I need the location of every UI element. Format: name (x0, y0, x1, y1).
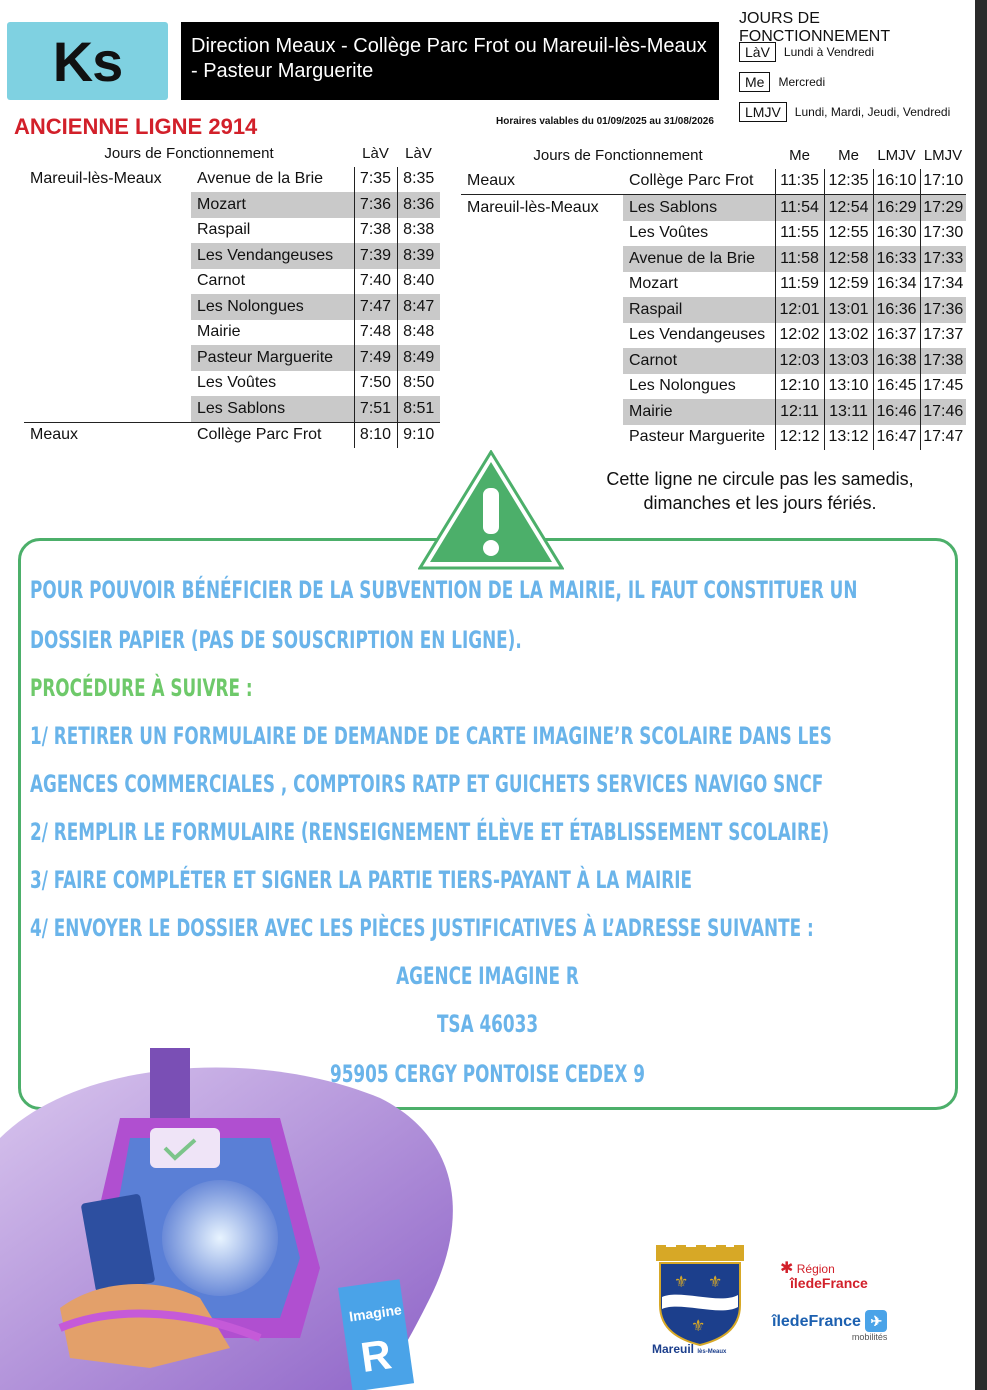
city-cell (24, 192, 191, 218)
line-badge: Ks (7, 22, 168, 100)
table-row (24, 167, 440, 193)
procedure-step: 2/ REMPLIR LE FORMULAIRE (RENSEIGNEMENT ÉLÈVE ET ÉTABLISSEMENT SCOLAIRE) (30, 818, 830, 846)
stop-cell: Les Vendangeuses (191, 243, 354, 269)
city-cell (24, 320, 191, 346)
col-header: Me (789, 147, 810, 165)
time-cell: 12:02 (775, 323, 824, 349)
table-row (24, 345, 440, 371)
city-cell (24, 345, 191, 371)
imagine-r-illustration (0, 1048, 470, 1390)
time-cell: 17:30 (920, 221, 966, 247)
person-icon: ✈ (865, 1310, 887, 1332)
col-header: LMJV (877, 147, 916, 165)
stop-cell: Mairie (197, 323, 241, 341)
stop-cell: Les Sablons (191, 396, 354, 422)
city-cell: Mareuil-lès-Meaux (30, 170, 162, 188)
table-row (461, 246, 966, 272)
svg-text:⚜: ⚜ (708, 1272, 723, 1291)
time-cell: 17:34 (920, 272, 966, 298)
address-line: 95905 CERGY PONTOISE CEDEX 9 (330, 1060, 645, 1088)
time-cell: 8:49 (397, 345, 440, 371)
time-cell: 13:10 (824, 374, 873, 400)
svg-text:R: R (357, 1330, 395, 1382)
time-cell: 12:55 (824, 221, 873, 247)
legend-item (739, 102, 950, 122)
stop-cell: Les Nolongues (191, 294, 354, 320)
stop-cell: Mozart (629, 275, 678, 293)
procedure-step: AGENCES COMMERCIALES , COMPTOIRS RATP ET GUICHETS SERVICES NAVIGO SNCF (30, 770, 824, 798)
time-cell: 12:54 (824, 195, 873, 221)
time-cell: 11:35 (775, 169, 824, 195)
imagine-label: Imagine (348, 1301, 403, 1325)
time-cell: 16:47 (873, 425, 920, 451)
stop-cell: Collège Parc Frot (629, 172, 754, 190)
time-cell: 13:11 (824, 399, 873, 425)
idfm-sub: mobilités (851, 1332, 888, 1342)
city-cell (24, 396, 191, 422)
time-cell: 17:38 (920, 348, 966, 374)
city-cell (461, 374, 623, 400)
time-cell: 12:03 (775, 348, 824, 374)
time-cell: 17:37 (920, 323, 966, 349)
table-row (461, 323, 966, 349)
table-row (461, 169, 966, 195)
city-cell (461, 399, 623, 425)
time-cell: 12:12 (775, 425, 824, 451)
stop-cell: Les Sablons (623, 195, 775, 221)
time-cell: 17:46 (920, 399, 966, 425)
table-row (24, 371, 440, 397)
time-cell: 7:50 (354, 371, 397, 397)
region-label: Région (796, 1262, 835, 1276)
timetable-right (461, 143, 966, 450)
table-header: Jours de Fonctionnement (104, 145, 274, 163)
svg-text:⚜: ⚜ (691, 1316, 706, 1335)
legend-code: LàV (739, 42, 776, 62)
legend-label: Lundi, Mardi, Jeudi, Vendredi (794, 105, 951, 119)
time-cell: 11:55 (775, 221, 824, 247)
time-cell: 16:30 (873, 221, 920, 247)
legend-label: Mercredi (778, 75, 826, 89)
time-cell: 8:10 (354, 422, 397, 448)
city-cell: Meaux (24, 422, 191, 448)
table-row (461, 374, 966, 400)
stop-cell: Pasteur Marguerite (191, 345, 354, 371)
city-cell (461, 425, 623, 451)
time-cell: 17:10 (920, 169, 966, 195)
table-row (24, 396, 440, 422)
legend-item (739, 72, 825, 92)
stop-cell: Carnot (623, 348, 775, 374)
stop-cell: Avenue de la Brie (197, 170, 324, 188)
time-cell: 12:35 (824, 169, 873, 195)
stop-cell: Avenue de la Brie (623, 246, 775, 272)
idfm-name: îledeFrance (772, 1313, 861, 1330)
procedure-intro: DOSSIER PAPIER (PAS DE SOUSCRIPTION EN LIGNE). (30, 626, 522, 654)
procedure-intro: POUR POUVOIR BÉNÉFICIER DE LA SUBVENTION DE LA MAIRIE, IL FAUT CONSTITUER UN (30, 576, 858, 604)
address-line: TSA 46033 (436, 1010, 539, 1038)
col-header: LàV (405, 145, 432, 163)
table-row (24, 294, 440, 320)
city-cell (461, 221, 623, 247)
region-name: îledeFrance (790, 1275, 868, 1291)
time-cell: 8:51 (397, 396, 440, 422)
city-cell (461, 297, 623, 323)
notice-line: Cette ligne ne circule pas les samedis, (606, 469, 914, 489)
city-cell: Mareuil-lès-Meaux (461, 195, 623, 221)
col-header: LMJV (923, 147, 963, 165)
time-cell: 16:33 (873, 246, 920, 272)
city-cell (24, 243, 191, 269)
time-cell: 7:51 (354, 396, 397, 422)
stop-cell: Mairie (623, 399, 775, 425)
stop-cell: Les Vendangeuses (629, 326, 766, 344)
legend-title: JOURS DE FONCTIONNEMENT (739, 10, 891, 45)
legend-code: Me (739, 72, 770, 92)
stop-cell: Carnot (197, 272, 246, 290)
time-cell: 12:01 (775, 297, 824, 323)
time-cell: 7:47 (354, 294, 397, 320)
table-row (24, 422, 440, 448)
idfm-logo (772, 1310, 887, 1342)
validity-text: Horaires valables du 01/09/2025 au 31/08/2026 (496, 116, 714, 127)
time-cell: 7:35 (354, 167, 397, 193)
time-cell: 17:33 (920, 246, 966, 272)
table-row (24, 243, 440, 269)
warning-icon (418, 450, 564, 570)
stop-cell: Collège Parc Frot (191, 422, 354, 448)
address-line: AGENCE IMAGINE R (396, 962, 579, 990)
time-cell: 13:03 (824, 348, 873, 374)
time-cell: 7:36 (354, 192, 397, 218)
time-cell: 16:34 (873, 272, 920, 298)
table-row (461, 272, 966, 298)
table-row (461, 195, 966, 221)
notice-line: dimanches et les jours fériés. (643, 493, 877, 513)
time-cell: 12:11 (775, 399, 824, 425)
notice (590, 467, 930, 515)
city-cell (24, 269, 191, 295)
time-cell: 16:29 (873, 195, 920, 221)
direction-banner: Direction Meaux - Collège Parc Frot ou Mareuil-lès-Meaux - Pasteur Marguerite (181, 22, 719, 100)
time-cell: 11:58 (775, 246, 824, 272)
city-cell (461, 246, 623, 272)
time-cell: 11:59 (775, 272, 824, 298)
time-cell: 16:10 (873, 169, 920, 195)
city-cell (24, 371, 191, 397)
page-edge (975, 0, 987, 1390)
timetable-left (24, 141, 440, 448)
procedure-step: 4/ ENVOYER LE DOSSIER AVEC LES PIÈCES JUSTIFICATIVES À L’ADRESSE SUIVANTE : (30, 914, 814, 942)
legend-code: LMJV (739, 102, 787, 122)
time-cell: 13:02 (824, 323, 873, 349)
time-cell: 7:39 (354, 243, 397, 269)
time-cell: 17:47 (920, 425, 966, 451)
procedure-heading: PROCÉDURE À SUIVRE : (30, 674, 253, 702)
time-cell: 7:38 (354, 218, 397, 244)
table-header: Jours de Fonctionnement (533, 147, 703, 165)
time-cell: 16:36 (873, 297, 920, 323)
time-cell: 8:48 (397, 320, 440, 346)
time-cell: 8:47 (397, 294, 440, 320)
table-row (461, 348, 966, 374)
city-cell (461, 348, 623, 374)
time-cell: 7:48 (354, 320, 397, 346)
time-cell: 8:38 (397, 218, 440, 244)
time-cell: 8:36 (397, 192, 440, 218)
mareuil-text: Mareuil (652, 1342, 695, 1356)
table-row (461, 425, 966, 451)
table-row (461, 221, 966, 247)
time-cell: 16:37 (873, 323, 920, 349)
time-cell: 17:29 (920, 195, 966, 221)
mareuil-label (652, 1342, 726, 1356)
procedure-step: 3/ FAIRE COMPLÉTER ET SIGNER LA PARTIE TIERS-PAYANT À LA MAIRIE (30, 866, 693, 894)
legend-label: Lundi à Vendredi (783, 45, 874, 59)
table-row (24, 218, 440, 244)
city-cell (461, 323, 623, 349)
legend-item (739, 42, 874, 62)
time-cell: 13:01 (824, 297, 873, 323)
time-cell: 7:49 (354, 345, 397, 371)
time-cell: 16:38 (873, 348, 920, 374)
time-cell: 8:39 (397, 243, 440, 269)
svg-text:⚜: ⚜ (674, 1272, 689, 1291)
city-cell: Meaux (467, 172, 516, 190)
table-row (24, 192, 440, 218)
mareuil-small: lès-Meaux (697, 1349, 727, 1355)
city-cell (461, 272, 623, 298)
time-cell: 12:10 (775, 374, 824, 400)
stop-cell: Raspail (623, 297, 775, 323)
col-header: LàV (362, 145, 389, 163)
city-cell (24, 218, 191, 244)
time-cell: 13:12 (824, 425, 873, 451)
table-row (461, 399, 966, 425)
table-row (24, 320, 440, 346)
time-cell: 7:40 (354, 269, 397, 295)
ancienne-ligne: ANCIENNE LIGNE 2914 (14, 114, 258, 139)
time-cell: 12:58 (824, 246, 873, 272)
table-row (461, 297, 966, 323)
city-cell (24, 294, 191, 320)
time-cell: 17:45 (920, 374, 966, 400)
col-header: Me (838, 147, 859, 165)
region-idf-logo: ✱ Région îledeFrance (780, 1260, 868, 1291)
time-cell: 17:36 (920, 297, 966, 323)
time-cell: 16:46 (873, 399, 920, 425)
time-cell: 8:35 (397, 167, 440, 193)
stop-cell: Les Voûtes (197, 374, 277, 392)
time-cell: 9:10 (397, 422, 440, 448)
time-cell: 12:59 (824, 272, 873, 298)
stop-cell: Les Nolongues (629, 377, 736, 395)
time-cell: 16:45 (873, 374, 920, 400)
stop-cell: Les Voûtes (629, 224, 709, 242)
table-row (24, 269, 440, 295)
time-cell: 8:40 (397, 269, 440, 295)
stop-cell: Raspail (197, 221, 251, 239)
stop-cell: Pasteur Marguerite (629, 428, 766, 446)
stop-cell: Mozart (191, 192, 354, 218)
time-cell: 8:50 (397, 371, 440, 397)
time-cell: 11:54 (775, 195, 824, 221)
procedure-step: 1/ RETIRER UN FORMULAIRE DE DEMANDE DE CARTE IMAGINE’R SCOLAIRE DANS LES (30, 722, 832, 750)
